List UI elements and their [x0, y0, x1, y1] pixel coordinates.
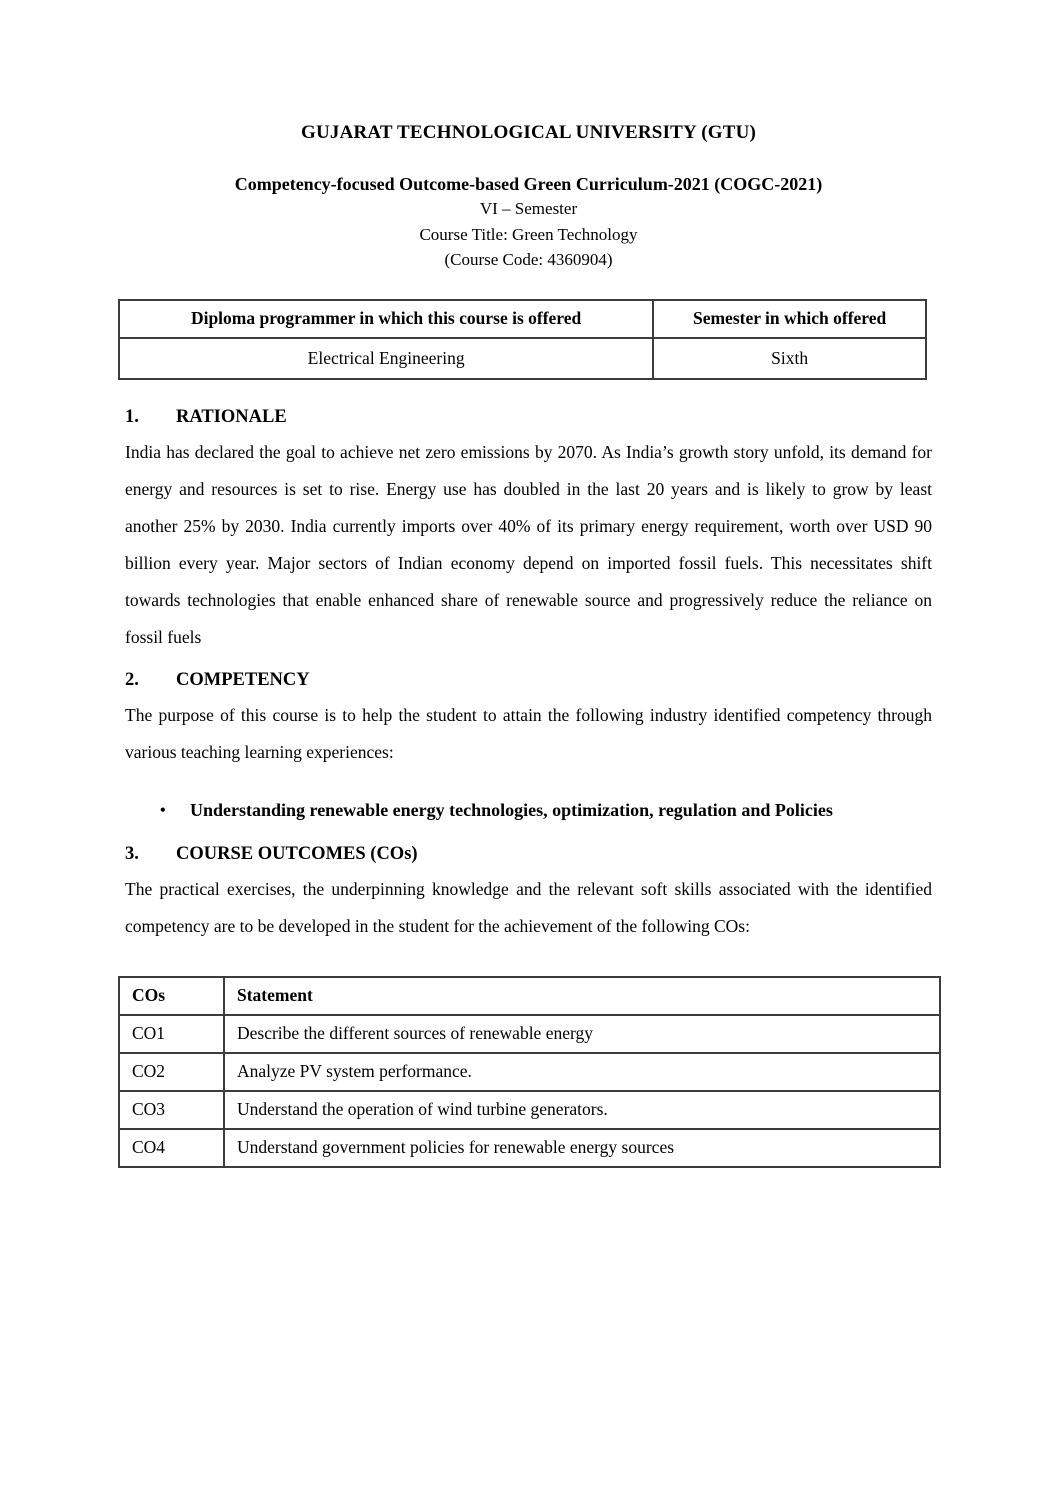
co-statement: Analyze PV system performance. [224, 1053, 940, 1091]
section-heading-course-outcomes [125, 844, 932, 865]
section-title: RATIONALE [176, 406, 287, 427]
document-subtitle-block [125, 172, 932, 273]
competency-bullet-item [160, 792, 932, 829]
cos-table-header-row [119, 977, 940, 1015]
section-title: COURSE OUTCOMES (COs) [176, 843, 418, 864]
offering-diploma-value: Electrical Engineering [119, 338, 653, 379]
curriculum-subtitle: Competency-focused Outcome-based Green Curriculum-2021 (COGC-2021) [234, 174, 823, 194]
section-number: 3. [125, 843, 139, 864]
rationale-paragraph: India has declared the goal to achieve net zero emissions by 2070. As India’s growth story unfold, its demand for energy and resources is set to rise. Energy use has doubled in the last 20 years and is likely to grow by least another 25% by 2030. India currently imports over 40% of its primary energy requirement, worth over USD 90 billion every year. Major sectors of Indian economy depend on imported fossil fuels. This necessitates shift towards technologies that enable enhanced share of renewable source and progressively reduce the reliance on fossil fuels [125, 441, 932, 647]
section-number: 2. [125, 669, 139, 690]
co-id: CO2 [119, 1053, 224, 1091]
competency-bullet-text: Understanding renewable energy technologies, optimization, regulation and Policies [190, 799, 833, 820]
competency-paragraph: The purpose of this course is to help the student to attain the following industry identified competency through various teaching learning experiences: [125, 704, 932, 762]
offering-table [118, 299, 927, 380]
section-heading-rationale [125, 407, 932, 428]
offering-table-header-diploma: Diploma programmer in which this course is offered [119, 300, 653, 338]
cos-table-row-co3 [119, 1091, 940, 1129]
offering-table-header-row [119, 300, 926, 338]
section-title: COMPETENCY [176, 669, 310, 690]
cos-table-row-co2 [119, 1053, 940, 1091]
cos-table-header-statement: Statement [224, 977, 940, 1015]
offering-semester-value: Sixth [653, 338, 926, 379]
section-heading-competency [125, 670, 932, 691]
cos-table-row-co1 [119, 1015, 940, 1053]
page-title: GUJARAT TECHNOLOGICAL UNIVERSITY (GTU) [300, 122, 757, 143]
offering-table-header-semester: Semester in which offered [653, 300, 926, 338]
co-id: CO4 [119, 1129, 224, 1167]
co-id: CO1 [119, 1015, 224, 1053]
co-id: CO3 [119, 1091, 224, 1129]
course-outcomes-table [118, 976, 941, 1168]
cos-table-header-cos: COs [119, 977, 224, 1015]
section-number: 1. [125, 406, 139, 427]
co-statement: Understand government policies for renewable energy sources [224, 1129, 940, 1167]
cos-table-row-co4 [119, 1129, 940, 1167]
semester-line: VI – Semester [479, 199, 578, 218]
course-title-line: Course Title: Green Technology [419, 224, 638, 244]
bullet-icon: • [160, 801, 166, 819]
course-code-line: (Course Code: 4360904) [444, 250, 613, 269]
offering-table-row [119, 338, 926, 379]
course-outcomes-paragraph: The practical exercises, the underpinning knowledge and the relevant soft skills associated with the identified competency are to be developed in the student for the achievement of the following COs: [125, 878, 932, 936]
co-statement: Describe the different sources of renewable energy [224, 1015, 940, 1053]
co-statement: Understand the operation of wind turbine generators. [224, 1091, 940, 1129]
